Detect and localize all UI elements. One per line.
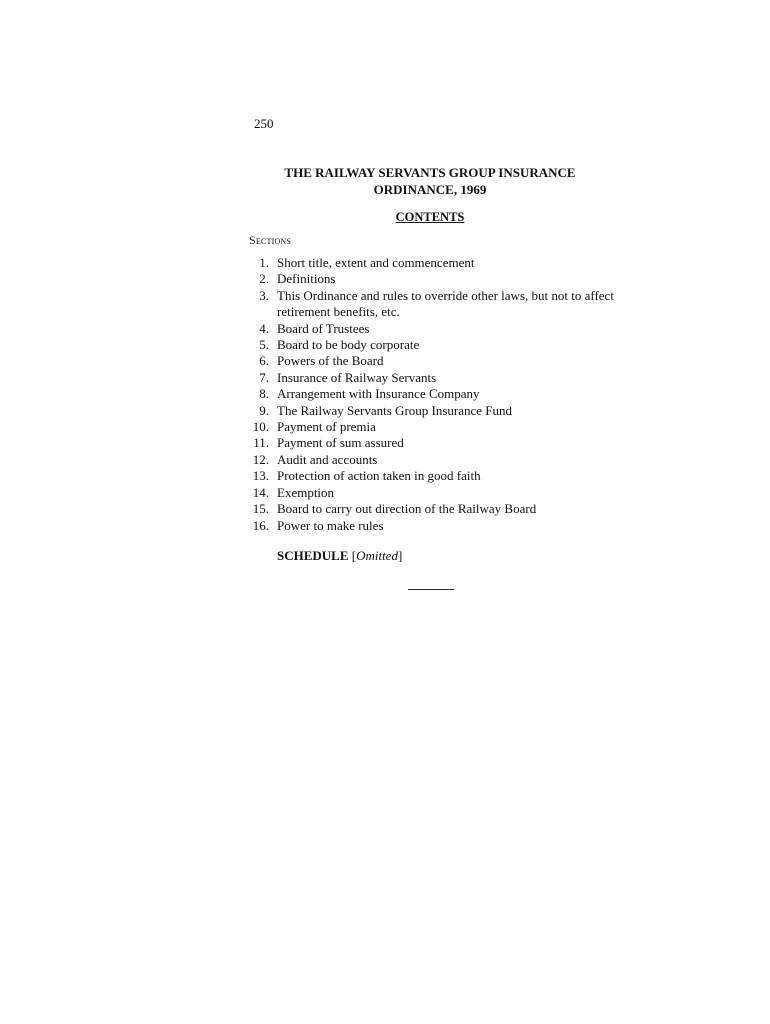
- page-number: 250: [254, 116, 274, 131]
- document-title-line-2: ORDINANCE, 1969: [373, 182, 487, 197]
- toc-text: Short title, extent and commencement: [277, 255, 475, 270]
- toc-number: 5.: [259, 337, 269, 353]
- toc-item: [249, 419, 619, 435]
- toc-text: This Ordinance and rules to override other laws, but not to affect retirement benefits, etc.: [277, 287, 614, 320]
- toc-text: Insurance of Railway Servants: [277, 369, 437, 385]
- toc-item: [249, 271, 619, 287]
- toc-item: [249, 370, 619, 386]
- end-divider: [408, 589, 454, 590]
- toc-text: Board to be body corporate: [277, 337, 420, 353]
- toc-text: Board to carry out direction of the Railway Board: [277, 501, 537, 517]
- schedule-label: SCHEDULE: [277, 548, 349, 563]
- toc-number: 13.: [252, 468, 269, 484]
- table-of-contents: [249, 255, 619, 534]
- toc-number: 8.: [259, 386, 269, 402]
- toc-text: Payment of sum assured: [277, 435, 404, 451]
- schedule-bracket-open: [: [348, 548, 357, 563]
- toc-item: [249, 255, 619, 271]
- toc-text: Protection of action taken in good faith: [277, 468, 481, 484]
- toc-item: [249, 386, 619, 402]
- schedule-line: [277, 548, 402, 564]
- toc-item: [249, 321, 619, 337]
- toc-item: [249, 518, 619, 534]
- toc-text: The Railway Servants Group Insurance Fund: [277, 402, 513, 418]
- toc-number: 11.: [253, 435, 269, 451]
- document-title-line-1: THE RAILWAY SERVANTS GROUP INSURANCE: [284, 165, 576, 180]
- toc-number: 16.: [252, 517, 269, 533]
- toc-number: 4.: [259, 320, 269, 336]
- toc-text: Power to make rules: [277, 517, 384, 533]
- document-title: [249, 164, 611, 198]
- sections-label: Sections: [249, 233, 292, 247]
- toc-text: Board of Trustees: [277, 320, 370, 336]
- toc-number: 14.: [252, 484, 269, 500]
- toc-text: Exemption: [277, 484, 335, 500]
- schedule-note: Omitted: [356, 548, 399, 563]
- toc-text: Audit and accounts: [277, 451, 378, 467]
- toc-number: 2.: [259, 271, 269, 287]
- toc-text: Arrangement with Insurance Company: [277, 386, 480, 402]
- toc-number: 6.: [259, 353, 269, 369]
- toc-text: Payment of premia: [277, 419, 376, 435]
- toc-item: [249, 501, 619, 517]
- toc-item: [249, 452, 619, 468]
- toc-number: 15.: [252, 501, 269, 517]
- toc-item: [249, 288, 619, 321]
- toc-number: 7.: [259, 369, 269, 385]
- toc-item: [249, 353, 619, 369]
- toc-text: Definitions: [277, 271, 336, 287]
- toc-item: [249, 485, 619, 501]
- toc-number: 1.: [259, 255, 269, 270]
- contents-heading: CONTENTS: [395, 210, 465, 224]
- toc-number: 9.: [259, 402, 269, 418]
- toc-number: 12.: [252, 451, 269, 467]
- toc-text: Powers of the Board: [277, 353, 384, 369]
- toc-number: 10.: [252, 419, 269, 435]
- toc-item: [249, 468, 619, 484]
- toc-item: [249, 403, 619, 419]
- toc-number: 3.: [259, 287, 269, 303]
- toc-item: [249, 435, 619, 451]
- schedule-bracket-close: ]: [398, 548, 403, 563]
- toc-item: [249, 337, 619, 353]
